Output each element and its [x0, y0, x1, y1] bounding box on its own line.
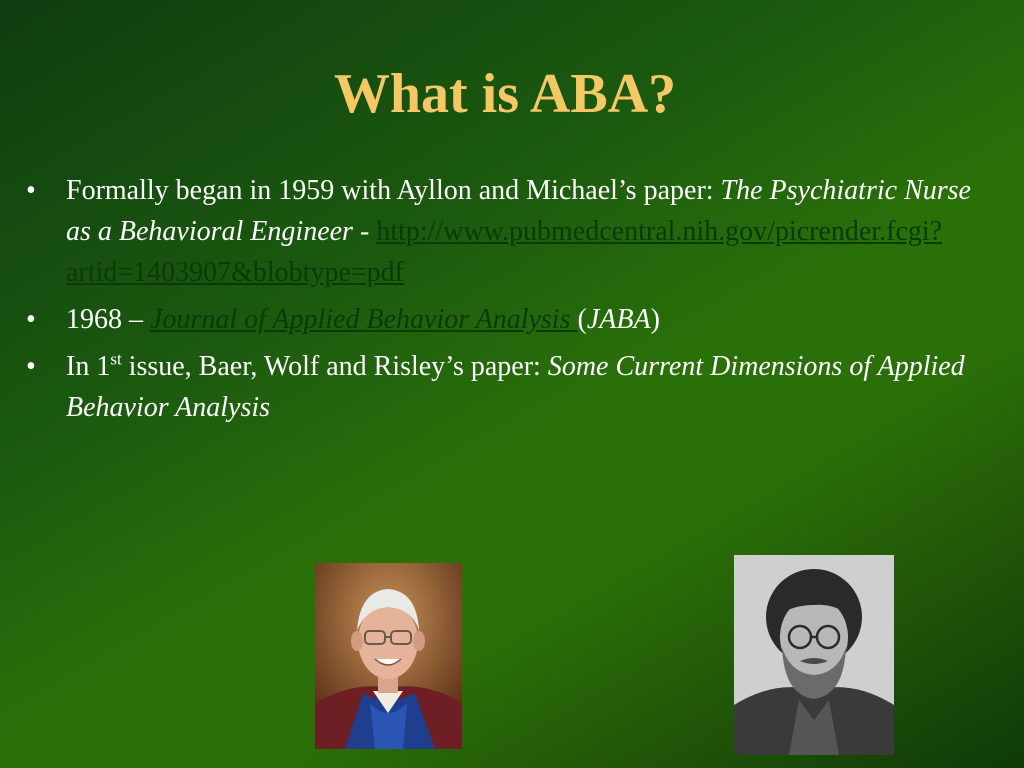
bullet-2-text: 1968 –: [66, 304, 150, 335]
portrait-photo-left: [315, 563, 462, 749]
bullet-item-3: [24, 346, 974, 428]
pubmed-link[interactable]: http://www.pubmedcentral.nih.gov/picrender.fcgi?artid=1403907&blobtype=pdf: [66, 216, 943, 288]
bullet-1-text: Formally began in 1959 with Ayllon and Michael’s paper:: [66, 175, 721, 206]
paper-title-ayllon: The Psychiatric Nurse as a Behavioral Engineer -: [66, 175, 971, 247]
bullet-dot: •: [26, 304, 36, 335]
slide-title: What is ABA?: [333, 63, 677, 125]
paren-open: (: [577, 304, 587, 335]
bullet-3-text: In 1: [66, 351, 111, 382]
bullet-dot: •: [26, 175, 36, 206]
jaba-abbrev: JABA: [586, 304, 651, 335]
paren-close: ): [650, 304, 660, 335]
paper-title-baer: Some Current Dimensions of Applied Behavior Analysis: [66, 351, 965, 423]
bullet-list: [24, 170, 974, 434]
portrait-photo-right: [734, 555, 894, 755]
bullet-item-2: [24, 299, 974, 340]
portrait-right-illustration: [734, 555, 894, 755]
bullet-3-middle: issue, Baer, Wolf and Risley’s paper:: [121, 351, 548, 382]
ordinal-suffix: st: [110, 349, 122, 369]
jaba-journal-link[interactable]: Journal of Applied Behavior Analysis: [150, 304, 578, 335]
bullet-item-1: [24, 170, 974, 293]
bullet-dot: •: [26, 351, 36, 382]
portrait-left-illustration: [315, 563, 462, 749]
